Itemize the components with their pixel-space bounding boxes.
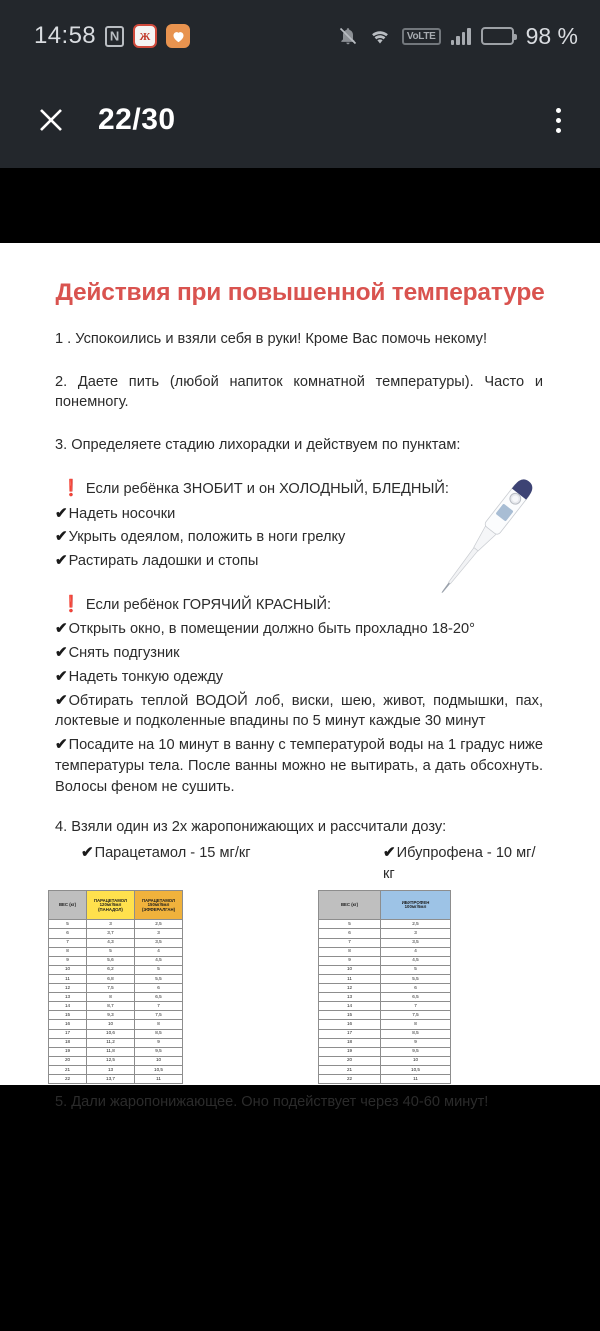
hot-stage-check-4-text: Обтирать теплой ВОДОЙ лоб, виски, шею, живот, подмышки, пах, локтевые и подколенные впадины по 5 минут каждые 30 минут [55, 692, 543, 730]
table-cell: 22 [319, 1074, 381, 1083]
table-cell: 12,5 [87, 1056, 135, 1065]
col-header-efferalgan: ПАРАЦЕТАМОЛ 150мг/5мл (ЭФФЕРАЛГАН) [135, 891, 183, 920]
close-button[interactable] [28, 97, 74, 143]
hot-stage-check-3 [55, 666, 543, 688]
table-cell: 7 [319, 938, 381, 947]
table-cell: 13,7 [87, 1074, 135, 1083]
table-cell: 18 [49, 1038, 87, 1047]
table-cell: 8 [87, 993, 135, 1002]
table-row [49, 1065, 183, 1074]
hot-stage-check-5 [55, 734, 543, 797]
table-cell: 5 [135, 965, 183, 974]
hot-stage-check-1-text: Открыть окно, в помещении должно быть прохладно 18-20° [68, 621, 475, 638]
table-row [49, 993, 183, 1002]
table-cell: 17 [49, 1029, 87, 1038]
check-icon: ✔ [383, 843, 396, 861]
cold-stage-check-2-text: Укрыть одеялом, положить в ноги грелку [68, 529, 346, 546]
document-body [0, 329, 600, 884]
table-row [49, 1020, 183, 1029]
table-cell: 3 [381, 929, 451, 938]
table-row [319, 984, 451, 993]
exclamation-icon: ❗ [61, 479, 81, 497]
table-cell: 7 [135, 1002, 183, 1011]
table-cell: 9 [135, 1038, 183, 1047]
table-cell: 19 [49, 1047, 87, 1056]
table-cell: 15 [319, 1011, 381, 1020]
col-header-weight: ВЕС (кг) [49, 891, 87, 920]
page-counter: 22/30 [98, 103, 176, 136]
table-row [49, 938, 183, 947]
table-cell: 6 [135, 984, 183, 993]
table-cell: 7,5 [381, 1011, 451, 1020]
ibuprofen-dose-label [383, 842, 543, 884]
table-cell: 8,5 [135, 1029, 183, 1038]
table-cell: 4,3 [87, 938, 135, 947]
check-icon: ✔ [55, 620, 68, 638]
hot-stage-check-1 [55, 618, 543, 640]
check-icon: ✔ [55, 691, 68, 709]
table-cell: 10 [87, 1020, 135, 1029]
table-cell: 8 [49, 947, 87, 956]
table-cell: 14 [319, 1002, 381, 1011]
status-bar [0, 0, 600, 72]
table-cell: 12 [319, 984, 381, 993]
table-cell: 11 [319, 974, 381, 983]
table-cell: 20 [49, 1056, 87, 1065]
table-cell: 10 [319, 965, 381, 974]
table-cell: 13 [319, 993, 381, 1002]
table-cell: 16 [319, 1020, 381, 1029]
table-cell: 6 [381, 984, 451, 993]
table-row [319, 929, 451, 938]
table-row [319, 1020, 451, 1029]
table-row [319, 1056, 451, 1065]
document-page[interactable] [0, 243, 600, 1111]
col-header-ibuprofen: ИБУПРОФЕН 100мг/5мл [381, 891, 451, 920]
table-row [49, 1002, 183, 1011]
table-row [319, 920, 451, 929]
cold-stage-alert-text: Если ребёнка ЗНОБИТ и он ХОЛОДНЫЙ, БЛЕДНЫЙ: [85, 480, 449, 497]
table-cell: 6,2 [87, 965, 135, 974]
hot-stage-check-4 [55, 690, 543, 732]
check-icon: ✔ [55, 504, 68, 522]
table-cell: 10 [135, 1056, 183, 1065]
table-cell: 9 [381, 1038, 451, 1047]
table-cell: 3 [87, 920, 135, 929]
table-cell: 17 [319, 1029, 381, 1038]
table-cell: 5,6 [87, 956, 135, 965]
hot-stage-alert-text: Если ребёнок ГОРЯЧИЙ КРАСНЫЙ: [85, 596, 332, 613]
paracetamol-dose-label [81, 842, 383, 884]
table-cell: 9,5 [135, 1047, 183, 1056]
table-cell: 8 [135, 1020, 183, 1029]
table-cell: 8,5 [381, 1029, 451, 1038]
table-cell: 7,5 [135, 1011, 183, 1020]
check-icon: ✔ [55, 644, 68, 662]
exclamation-icon: ❗ [61, 595, 81, 613]
ibuprofen-dose-text: Ибупрофена - 10 мг/кг [383, 844, 536, 882]
table-row [49, 1038, 183, 1047]
table-row [49, 929, 183, 938]
hot-stage-group [55, 594, 543, 797]
table-row [49, 965, 183, 974]
table-cell: 10,6 [87, 1029, 135, 1038]
table-cell: 10 [49, 965, 87, 974]
table-cell: 3,5 [381, 938, 451, 947]
table-row [319, 974, 451, 983]
hot-stage-alert [55, 594, 543, 617]
status-bar-right [338, 23, 578, 50]
table-row [319, 938, 451, 947]
table-row [49, 1056, 183, 1065]
table-row [319, 956, 451, 965]
table-cell: 3,7 [87, 929, 135, 938]
table-row [49, 947, 183, 956]
table-row [319, 1002, 451, 1011]
table-row [319, 993, 451, 1002]
table-cell: 7 [49, 938, 87, 947]
table-header-row [49, 891, 183, 920]
table-cell: 11 [381, 1074, 451, 1083]
check-icon: ✔ [55, 552, 68, 570]
instruction-item-4: 4. Взяли один из 2х жаропонижающих и рассчитали дозу: [55, 819, 447, 836]
cold-stage-check-1 [55, 503, 543, 525]
table-cell: 13 [49, 993, 87, 1002]
overflow-menu-button[interactable] [540, 97, 576, 143]
table-cell: 2,5 [135, 920, 183, 929]
page-title: Действия при повышенной температуре [55, 279, 545, 306]
table-row [319, 1065, 451, 1074]
cold-stage-group [55, 478, 543, 572]
table-cell: 11 [135, 1074, 183, 1083]
table-cell: 6,5 [381, 993, 451, 1002]
instruction-item-2: 2. Даете пить (любой напиток комнатной температуры). Часто и понемногу. [55, 373, 543, 411]
cold-stage-alert [55, 478, 543, 501]
table-row [49, 1074, 183, 1083]
table-cell: 22 [49, 1074, 87, 1083]
table-cell: 19 [319, 1047, 381, 1056]
table-cell: 8 [381, 1020, 451, 1029]
table-row [49, 974, 183, 983]
table-row [49, 1011, 183, 1020]
instruction-item-1: 1 . Успокоились и взяли себя в руки! Кроме Вас помочь некому! [55, 331, 488, 347]
svg-text:Ж: Ж [139, 31, 151, 43]
cold-stage-check-2 [55, 526, 543, 548]
check-icon: ✔ [81, 843, 94, 861]
instruction-item-5: 5. Дали жаропонижающее. Оно подействует через 40-60 минут! [55, 1094, 489, 1111]
ibuprofen-dosage-table [318, 890, 451, 1084]
table-cell: 9,5 [381, 1047, 451, 1056]
ibuprofen-table-body [319, 920, 451, 1084]
paracetamol-dose-text: Парацетамол - 15 мг/кг [94, 844, 251, 861]
paracetamol-table-body [49, 920, 183, 1084]
table-cell: 6,5 [135, 993, 183, 1002]
hot-stage-check-3-text: Надеть тонкую одежду [68, 668, 224, 685]
table-cell: 7,5 [87, 984, 135, 993]
cold-stage-check-1-text: Надеть носочки [68, 505, 176, 522]
table-cell: 9,3 [87, 1011, 135, 1020]
volte-icon: VoLTE [402, 28, 441, 45]
table-cell: 4,5 [381, 956, 451, 965]
table-cell: 6 [49, 929, 87, 938]
table-cell: 8,7 [87, 1002, 135, 1011]
table-cell: 13 [87, 1065, 135, 1074]
heart-notification-icon [166, 24, 190, 48]
hot-stage-check-2 [55, 642, 543, 664]
table-cell: 9 [319, 956, 381, 965]
table-cell: 3 [135, 929, 183, 938]
table-row [49, 956, 183, 965]
app-top-bar [0, 72, 600, 168]
table-row [49, 1047, 183, 1056]
wifi-icon [368, 26, 392, 46]
table-cell: 12 [49, 984, 87, 993]
table-row [49, 920, 183, 929]
table-cell: 9 [49, 956, 87, 965]
table-cell: 10,5 [135, 1065, 183, 1074]
table-cell: 5 [87, 947, 135, 956]
table-cell: 5 [381, 965, 451, 974]
col-header-weight: ВЕС (кг) [319, 891, 381, 920]
table-row [319, 1029, 451, 1038]
col-header-panadol: ПАРАЦЕТАМОЛ 120мг/5мл (ПАНАДОЛ) [87, 891, 135, 920]
status-time: 14:58 [34, 22, 97, 49]
table-cell: 4 [381, 947, 451, 956]
cold-stage-check-3-text: Растирать ладошки и стопы [68, 553, 259, 570]
table-cell: 5 [49, 920, 87, 929]
paracetamol-dosage-table [48, 890, 183, 1084]
table-cell: 10 [381, 1056, 451, 1065]
table-cell: 5 [319, 920, 381, 929]
table-header-row [319, 891, 451, 920]
app-notification-icon [133, 24, 157, 48]
table-cell: 16 [49, 1020, 87, 1029]
table-row [49, 1029, 183, 1038]
battery-percent-label: 98 % [525, 22, 578, 49]
table-row [319, 1038, 451, 1047]
battery-icon [481, 27, 514, 45]
dosage-tables-row [0, 890, 600, 1084]
table-cell: 5,5 [381, 974, 451, 983]
notifications-muted-icon [338, 25, 358, 47]
table-cell: 21 [319, 1065, 381, 1074]
table-cell: 21 [49, 1065, 87, 1074]
table-row [319, 1047, 451, 1056]
table-cell: 11,8 [87, 1047, 135, 1056]
dose-labels-row [55, 842, 543, 884]
table-cell: 15 [49, 1011, 87, 1020]
table-cell: 8 [319, 947, 381, 956]
table-cell: 3,5 [135, 938, 183, 947]
table-cell: 11 [49, 974, 87, 983]
check-icon: ✔ [55, 667, 68, 685]
cold-stage-check-3 [55, 550, 543, 572]
table-row [319, 1011, 451, 1020]
table-cell: 20 [319, 1056, 381, 1065]
table-row [319, 965, 451, 974]
table-row [49, 984, 183, 993]
cellular-signal-icon [451, 27, 471, 45]
status-bar-left [34, 22, 190, 50]
hot-stage-check-2-text: Снять подгузник [68, 645, 180, 662]
table-cell: 6 [319, 929, 381, 938]
table-cell: 7 [381, 1002, 451, 1011]
table-cell: 6,8 [87, 974, 135, 983]
table-cell: 10,5 [381, 1065, 451, 1074]
table-cell: 14 [49, 1002, 87, 1011]
table-cell: 11,2 [87, 1038, 135, 1047]
table-cell: 4,5 [135, 956, 183, 965]
hot-stage-check-5-text: Посадите на 10 минут в ванну с температурой воды на 1 градус ниже температуры тела. После ванны можно не вытирать, а дать обсохнуть. Волосы феном не сушить. [55, 737, 543, 795]
table-cell: 18 [319, 1038, 381, 1047]
check-icon: ✔ [55, 528, 68, 546]
table-cell: 5,5 [135, 974, 183, 983]
nfc-icon [105, 26, 124, 47]
table-row [319, 947, 451, 956]
table-cell: 2,5 [381, 920, 451, 929]
check-icon: ✔ [55, 736, 68, 754]
instruction-item-3: 3. Определяете стадию лихорадки и действуем по пунктам: [55, 437, 461, 454]
table-row [319, 1074, 451, 1083]
table-cell: 4 [135, 947, 183, 956]
